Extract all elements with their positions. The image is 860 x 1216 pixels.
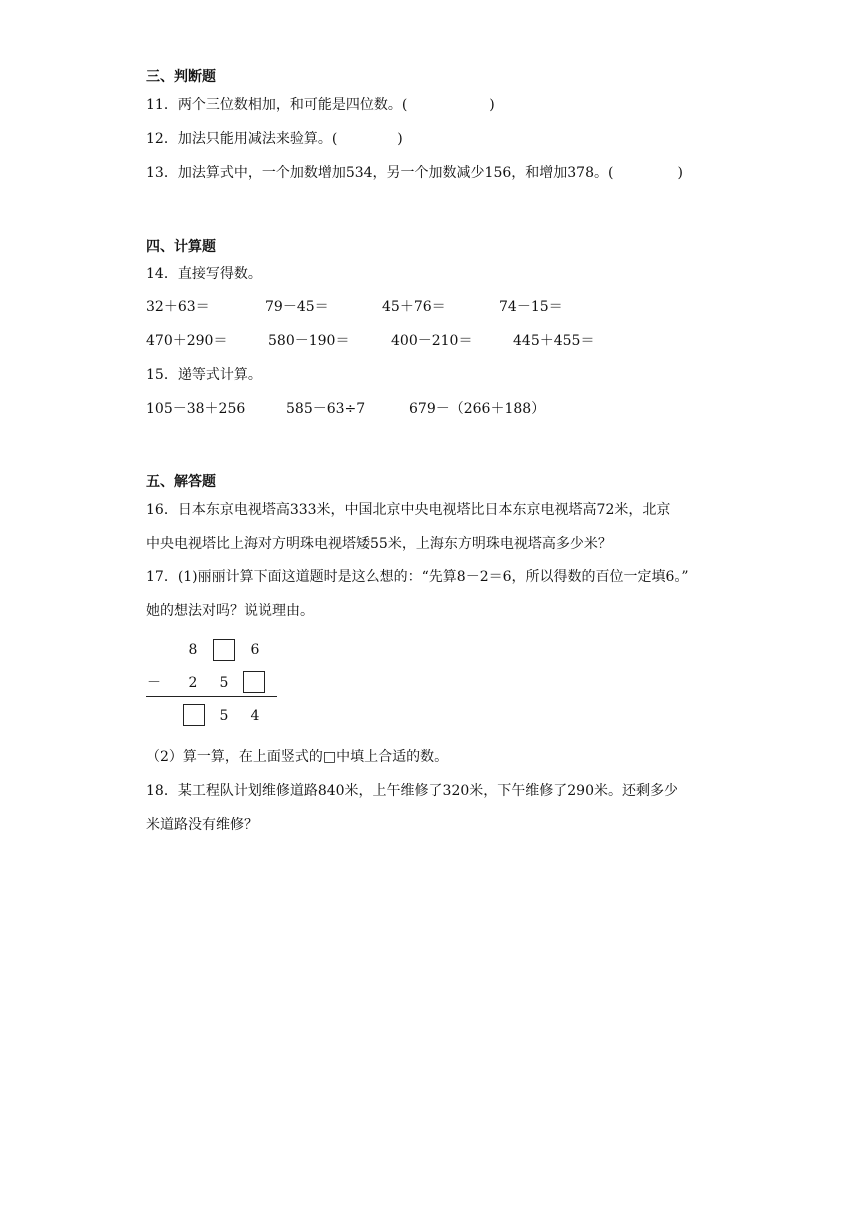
digit-result-ones: 4: [250, 708, 260, 724]
question-18-line-1: 18．某工程队计划维修道路840米，上午维修了320米，下午维修了290米。还剩多少: [146, 783, 678, 799]
section-heading-judgement: 三、判断题: [146, 69, 216, 85]
calc-item: 470＋290＝: [146, 333, 228, 349]
digit-top-hundreds: 8: [188, 642, 198, 658]
digit-top-ones: 6: [250, 642, 260, 658]
question-17-line-1: 17．(1)丽丽计算下面这道题时是这么想的：“先算8－2＝6，所以得数的百位一定填6。”: [146, 569, 689, 585]
stepwise-item: 105－38＋256: [146, 401, 246, 417]
question-14: 14．直接写得数。: [146, 266, 262, 282]
question-11: [146, 95, 495, 115]
section-heading-word-problems: 五、解答题: [146, 474, 216, 490]
calc-item: 45＋76＝: [382, 299, 446, 315]
question-12: [146, 129, 403, 149]
section-heading-calculation: 四、计算题: [146, 239, 216, 255]
minus-sign: －: [147, 675, 161, 691]
stepwise-item: 585－63÷7: [286, 401, 366, 417]
question-13-paren-close: ): [677, 165, 683, 181]
question-13: [146, 163, 683, 183]
calc-item: 580－190＝: [268, 333, 350, 349]
digit-mid-ones: 5: [219, 675, 229, 691]
calc-item: 74－15＝: [499, 299, 563, 315]
question-12-text: 12．加法只能用减法来验算。(: [146, 131, 338, 147]
question-15: 15．递等式计算。: [146, 367, 262, 383]
question-11-paren-close: ): [489, 97, 495, 113]
digit-mid-tens: 2: [188, 675, 198, 691]
question-11-text: 11．两个三位数相加，和可能是四位数。(: [146, 97, 408, 113]
question-17-part-2: （2）算一算，在上面竖式的□中填上合适的数。: [146, 749, 449, 765]
blank-box-result-hundreds[interactable]: [183, 704, 205, 726]
blank-box-mid-ones[interactable]: [243, 671, 265, 693]
question-16-line-2: 中央电视塔比上海对方明珠电视塔矮55米，上海东方明珠电视塔高多少米？: [146, 536, 612, 552]
subtraction-rule-line: [146, 696, 277, 697]
calc-item: 79－45＝: [265, 299, 329, 315]
calc-item: 32＋63＝: [146, 299, 210, 315]
question-16-line-1: 16．日本东京电视塔高333米，中国北京中央电视塔比日本东京电视塔高72米，北京: [146, 502, 671, 518]
question-17-line-2: 她的想法对吗？说说理由。: [146, 603, 314, 619]
calc-item: 445＋455＝: [513, 333, 595, 349]
blank-box-top-tens[interactable]: [213, 639, 235, 661]
vertical-subtraction: [146, 636, 286, 732]
digit-result-tens: 5: [219, 708, 229, 724]
stepwise-item: 679－（266＋188）: [409, 401, 546, 417]
question-13-text: 13．加法算式中，一个加数增加534，另一个加数减少156，和增加378。(: [146, 165, 614, 181]
calc-item: 400－210＝: [391, 333, 473, 349]
question-12-paren-close: ): [397, 131, 403, 147]
question-18-line-2: 米道路没有维修？: [146, 817, 258, 833]
